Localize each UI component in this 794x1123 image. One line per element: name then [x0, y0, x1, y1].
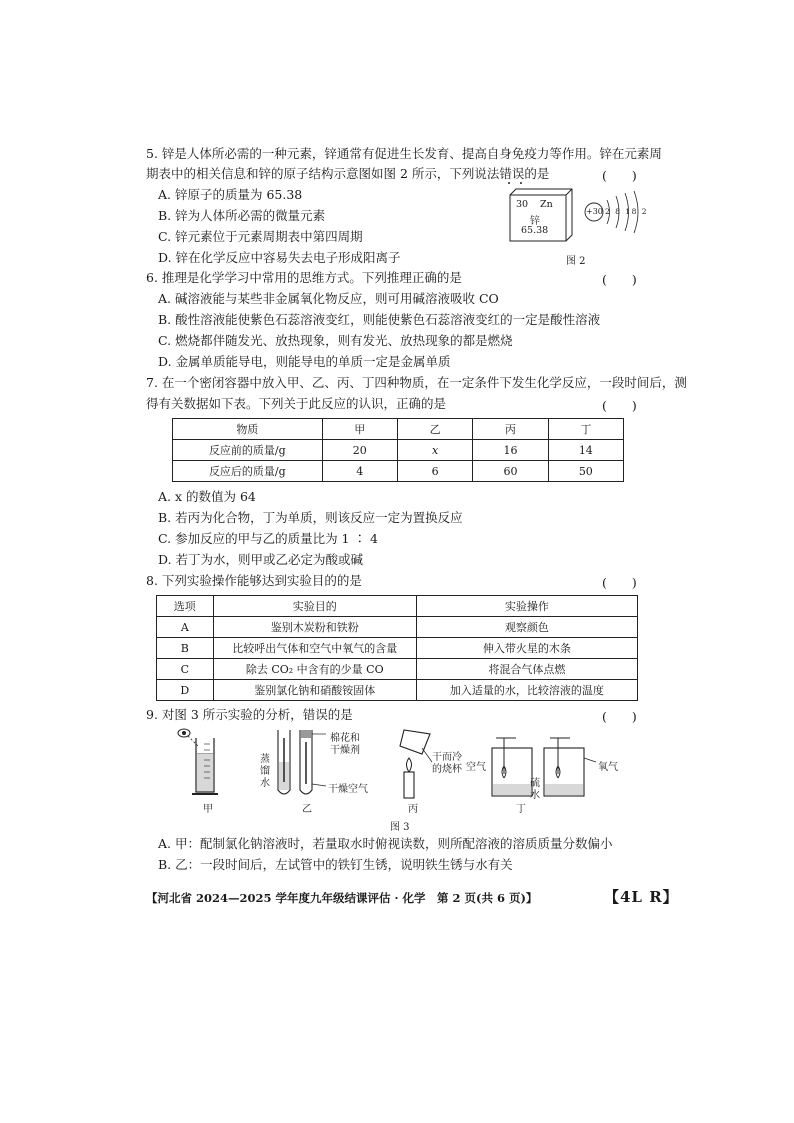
- table-header-cell: 实验目的: [213, 596, 416, 617]
- table-cell: D: [157, 680, 214, 701]
- table-cell: 观察颜色: [416, 617, 637, 638]
- q7-option-a: A. x 的数值为 64: [158, 489, 256, 504]
- table-cell: A: [157, 617, 214, 638]
- element-box: [510, 193, 568, 243]
- table-header-row: [173, 419, 624, 440]
- label-sulfur: 硫: [530, 778, 540, 789]
- q7-data-table: [172, 418, 624, 482]
- table-cell: 反应后的质量/g: [173, 461, 323, 482]
- label-cotton-line1: 棉花和: [330, 733, 360, 744]
- element-name: 锌: [530, 216, 540, 227]
- table-row: [173, 440, 624, 461]
- nucleus-charge: +30: [586, 207, 603, 216]
- table-cell: 鉴别木炭粉和铁粉: [213, 617, 416, 638]
- table-header-cell: 乙: [397, 419, 472, 440]
- table-row: [157, 659, 638, 680]
- q7-option-b: B. 若丙为化合物，丁为单质，则该反应一定为置换反应: [158, 510, 463, 525]
- q8-options-table: [156, 595, 638, 701]
- table-header-row: [157, 596, 638, 617]
- table-header-cell: 物质: [173, 419, 323, 440]
- figure-label-ding: 丁: [516, 804, 526, 815]
- table-cell: 加入适量的水，比较溶液的温度: [416, 680, 637, 701]
- table-cell: 比较呼出气体和空气中氧气的含量: [213, 638, 416, 659]
- q6-option-d: D. 金属单质能导电，则能导电的单质一定是金属单质: [158, 354, 451, 369]
- table-row: [157, 680, 638, 701]
- table-cell: 16: [473, 440, 548, 461]
- table-cell: 将混合气体点燃: [416, 659, 637, 680]
- emphasis-dot: [520, 182, 522, 184]
- label-water: 水: [530, 790, 540, 801]
- table-cell: 鉴别氯化钠和硝酸铵固体: [213, 680, 416, 701]
- label-water-2: 馏: [260, 766, 270, 777]
- table-cell: 20: [322, 440, 397, 461]
- table-header-cell: 丁: [548, 419, 623, 440]
- figure-3-apparatus: [160, 724, 650, 820]
- table-cell: C: [157, 659, 214, 680]
- q5-answer-paren: ( ): [602, 168, 637, 183]
- q8-answer-paren: ( ): [602, 575, 637, 590]
- emphasis-dot: [508, 182, 510, 184]
- table-cell: 反应前的质量/g: [173, 440, 323, 461]
- q6-option-a: A. 碱溶液能与某些非金属氧化物反应，则可用碱溶液吸收 CO: [158, 291, 499, 306]
- q9-answer-paren: ( ): [602, 709, 637, 724]
- page-footer: 【河北省 2024—2025 学年度九年级结课评估 · 化学 第 2 页(共 6 页)】: [146, 891, 538, 905]
- table-cell: 50: [548, 461, 623, 482]
- table-row: [157, 617, 638, 638]
- q7-answer-paren: ( ): [602, 398, 637, 413]
- q8-stem: 8. 下列实验操作能够达到实验目的的是: [146, 573, 362, 588]
- figure-3-caption: 图 3: [390, 822, 410, 833]
- table-cell: x: [397, 440, 472, 461]
- eye-icon: [178, 729, 198, 746]
- version-badge: 【4L R】: [604, 888, 679, 906]
- figure-label-yi: 乙: [302, 804, 312, 815]
- label-cotton-line2: 干燥剂: [330, 745, 360, 756]
- table-row: [157, 638, 638, 659]
- table-row: [173, 461, 624, 482]
- q9-option-a: A. 甲：配制氯化钠溶液时，若量取水时俯视读数，则所配溶液的溶质质量分数偏小: [158, 836, 613, 851]
- candle-beaker-icon: [400, 730, 432, 798]
- gas-jars-icon: [492, 738, 596, 796]
- table-cell: 60: [473, 461, 548, 482]
- q7-option-c: C. 参加反应的甲与乙的质量比为 1 ∶ 4: [158, 531, 378, 546]
- q7-stem-line1: 7. 在一个密闭容器中放入甲、乙、丙、丁四种物质，在一定条件下发生化学反应，一段时间后，测: [146, 375, 687, 390]
- graduated-cylinder-icon: [192, 738, 218, 794]
- label-dry-air: 干燥空气: [328, 784, 368, 795]
- label-water-1: 蒸: [260, 754, 270, 765]
- q6-option-b: B. 酸性溶液能使紫色石蕊溶液变红，则能使紫色石蕊溶液变红的一定是酸性溶液: [158, 312, 601, 327]
- table-cell: B: [157, 638, 214, 659]
- table-cell: 除去 CO₂ 中含有的少量 CO: [213, 659, 416, 680]
- atom-structure-diagram: [580, 190, 650, 240]
- element-mass: 65.38: [521, 225, 549, 236]
- q7-stem-line2: 得有关数据如下表。下列关于此反应的认识，正确的是: [146, 396, 447, 411]
- table-cell: 伸入带火星的木条: [416, 638, 637, 659]
- table-cell: 14: [548, 440, 623, 461]
- q9-option-b: B. 乙：一段时间后，左试管中的铁钉生锈，说明铁生锈与水有关: [158, 857, 513, 872]
- q5-stem-line2: 期表中的相关信息和锌的原子结构示意图如图 2 所示，下列说法错误的是: [146, 166, 550, 181]
- table-header-cell: 丙: [473, 419, 548, 440]
- element-atomic-number: 30: [516, 199, 529, 210]
- label-beaker-line2: 的烧杯: [432, 764, 462, 775]
- table-header-cell: 实验操作: [416, 596, 637, 617]
- test-tubes-icon: [278, 730, 326, 794]
- label-water-3: 水: [260, 778, 270, 789]
- q6-answer-paren: ( ): [602, 272, 637, 287]
- label-beaker-line1: 干而冷: [432, 752, 462, 763]
- q5-option-a: A. 锌原子的质量为 65.38: [158, 187, 303, 202]
- table-cell: 6: [397, 461, 472, 482]
- figure-label-bing: 丙: [408, 804, 418, 815]
- q5-option-d: D. 锌在化学反应中容易失去电子形成阳离子: [158, 250, 401, 265]
- q9-stem: 9. 对图 3 所示实验的分析，错误的是: [146, 707, 353, 722]
- q5-option-b: B. 锌为人体所必需的微量元素: [158, 208, 326, 223]
- label-oxygen: 氧气: [598, 762, 618, 773]
- electron-shells: 2 8 18 2: [605, 207, 649, 216]
- table-header-cell: 甲: [322, 419, 397, 440]
- figure-2-caption: 图 2: [566, 256, 586, 267]
- table-header-cell: 选项: [157, 596, 214, 617]
- label-air: 空气: [466, 762, 486, 773]
- q5-stem-line1: 5. 锌是人体所必需的一种元素，锌通常有促进生长发育、提高自身免疫力等作用。锌在元素周: [146, 146, 662, 161]
- figure-label-jia: 甲: [203, 804, 213, 815]
- q6-option-c: C. 燃烧都伴随发光、放热现象，则有发光、放热现象的都是燃烧: [158, 333, 513, 348]
- q6-stem: 6. 推理是化学学习中常用的思维方式。下列推理正确的是: [146, 270, 462, 285]
- q7-option-d: D. 若丁为水，则甲或乙必定为酸或碱: [158, 552, 364, 567]
- table-cell: 4: [322, 461, 397, 482]
- q5-option-c: C. 锌元素位于元素周期表中第四周期: [158, 229, 363, 244]
- element-symbol: Zn: [540, 199, 553, 210]
